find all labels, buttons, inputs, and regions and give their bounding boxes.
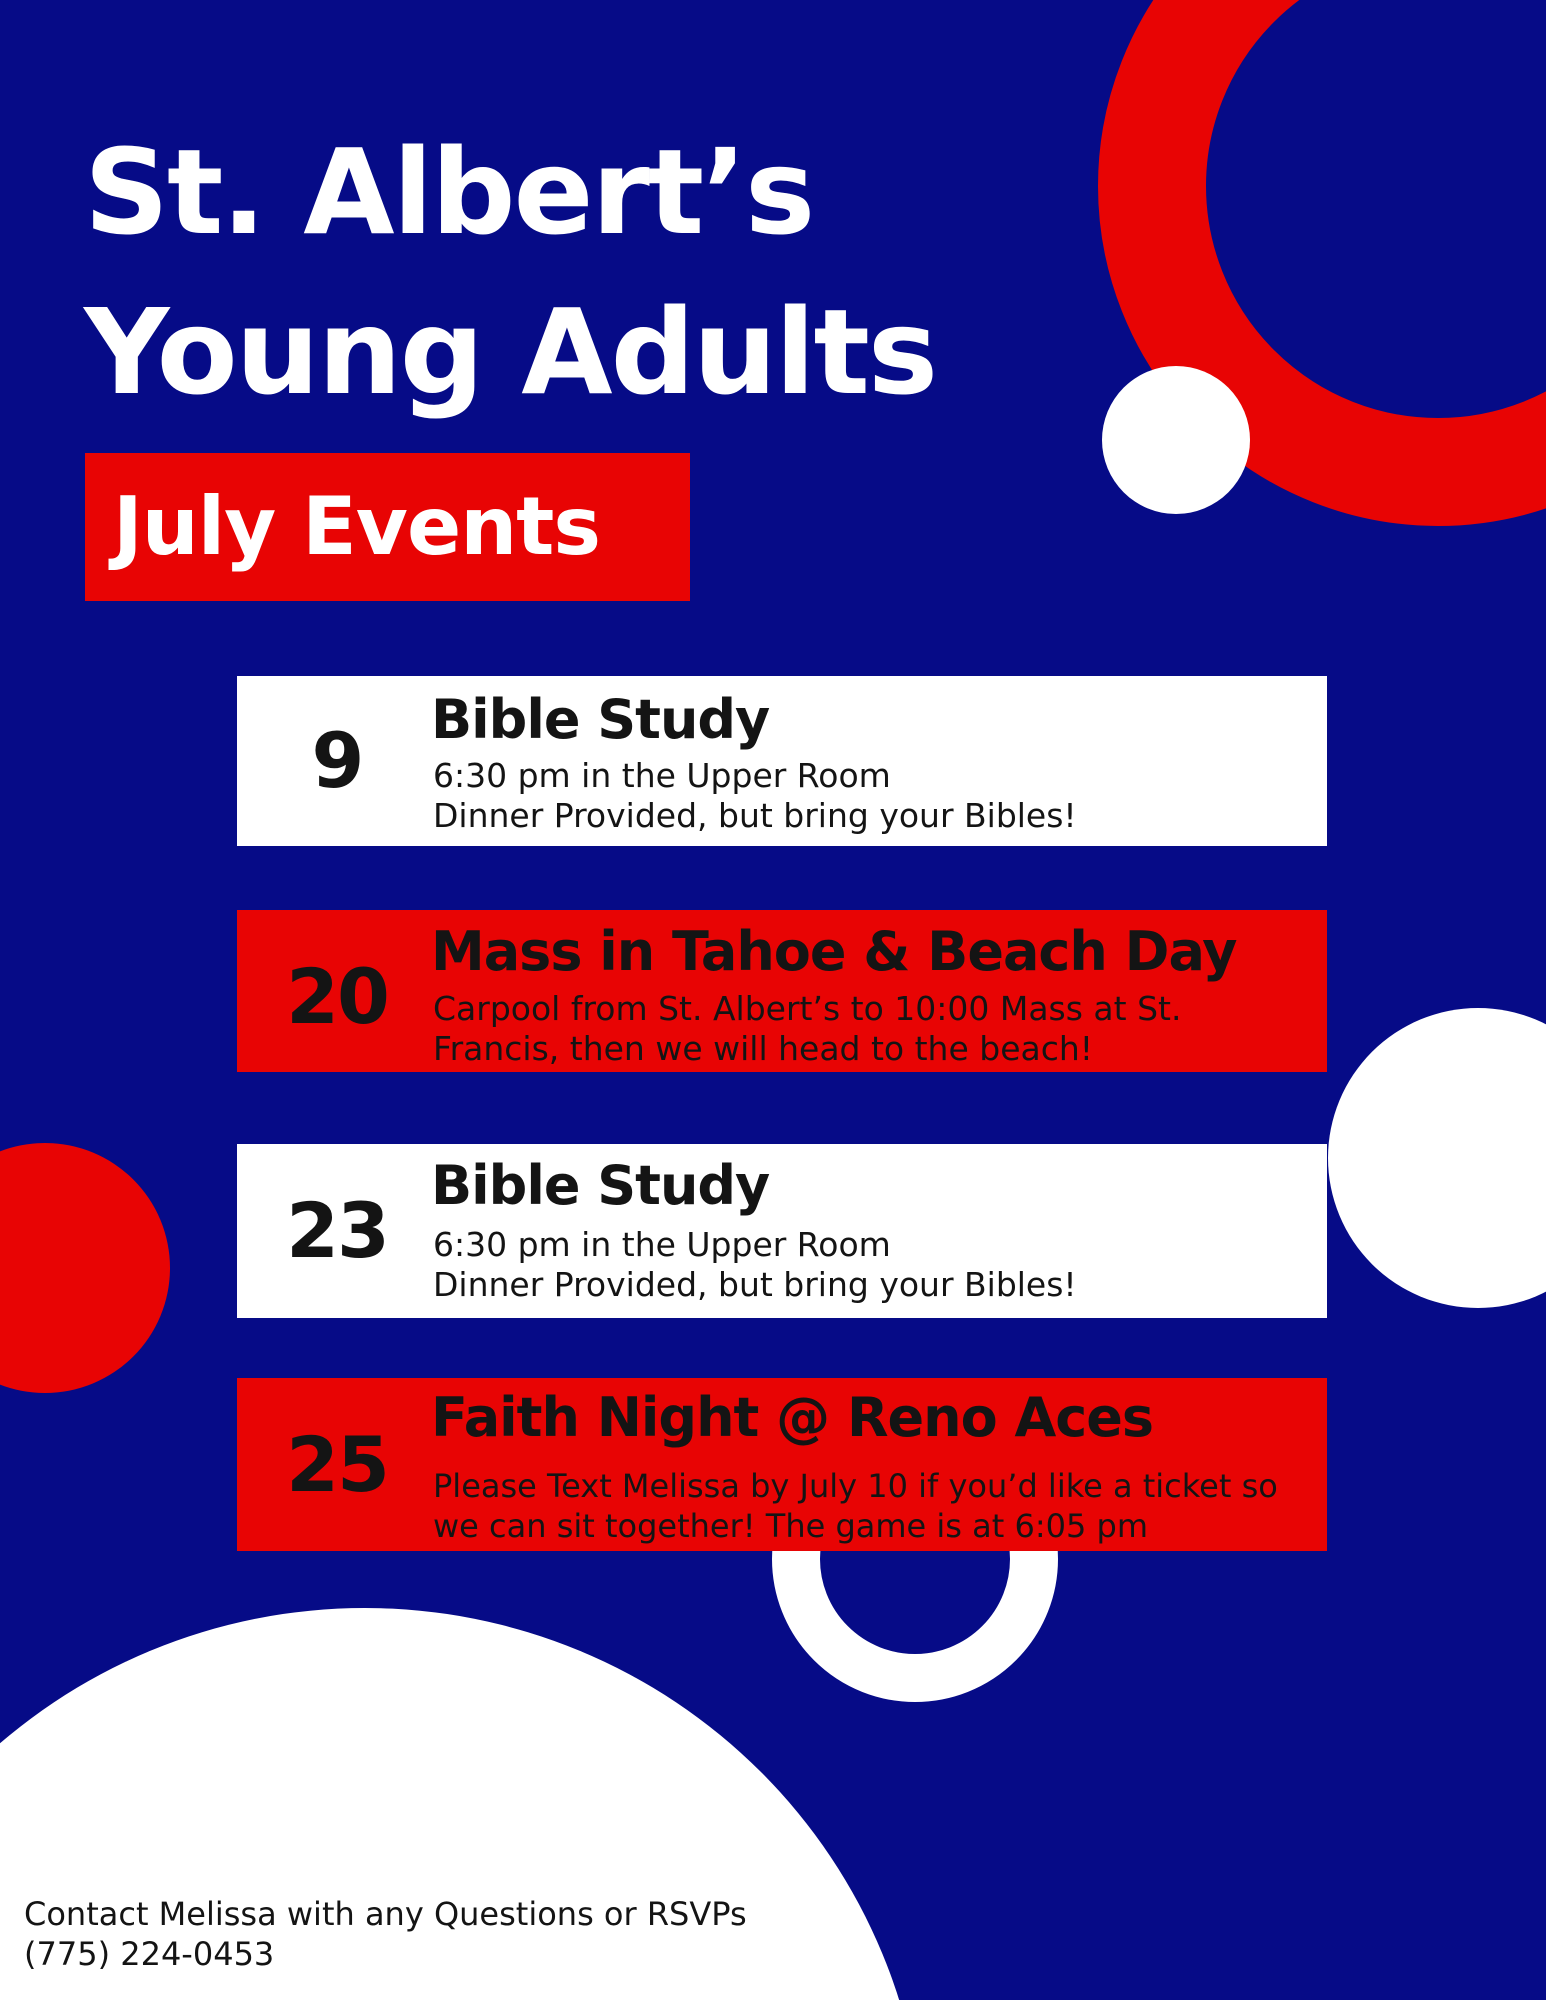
event-description: [433, 989, 1181, 1069]
event-description-line: Carpool from St. Albert’s to 10:00 Mass at St.: [433, 989, 1182, 1028]
event-card-faith-night-25: [237, 1378, 1327, 1551]
event-description: [433, 1466, 1278, 1546]
event-day: 25: [286, 1420, 388, 1509]
event-description-line: Dinner Provided, but bring your Bibles!: [433, 1265, 1077, 1304]
event-description-line: 6:30 pm in the Upper Room: [433, 756, 891, 795]
event-description: [433, 756, 1077, 836]
white-circle-decoration-right: [1328, 1008, 1546, 1308]
event-card-mass-tahoe-20: [237, 910, 1327, 1072]
event-description-line: Dinner Provided, but bring your Bibles!: [433, 796, 1077, 835]
page-title-line-2: Young Adults: [84, 283, 937, 421]
event-day: 9: [311, 716, 363, 805]
event-day: 20: [286, 952, 388, 1041]
event-card-bible-study-23: [237, 1144, 1327, 1318]
page-title-line-1: St. Albert’s: [84, 123, 814, 261]
event-title: Faith Night @ Reno Aces: [431, 1386, 1154, 1449]
event-title: Bible Study: [431, 688, 770, 751]
contact-line: Contact Melissa with any Questions or RSVPs: [24, 1895, 747, 1933]
month-banner: [85, 453, 690, 601]
event-description: [433, 1225, 1077, 1305]
event-title: Mass in Tahoe & Beach Day: [431, 920, 1237, 983]
contact-info: [24, 1894, 747, 1974]
contact-phone[interactable]: (775) 224-0453: [24, 1935, 275, 1973]
month-label: July Events: [113, 480, 601, 573]
event-description-line: 6:30 pm in the Upper Room: [433, 1225, 891, 1264]
event-description-line: Francis, then we will head to the beach!: [433, 1029, 1093, 1068]
event-card-bible-study-9: [237, 676, 1327, 846]
event-day: 23: [286, 1186, 388, 1275]
event-title: Bible Study: [431, 1154, 770, 1217]
event-description-line: we can sit together! The game is at 6:05 pm: [433, 1507, 1148, 1545]
white-circle-decoration-top: [1102, 366, 1250, 514]
red-circle-decoration-left: [0, 1143, 170, 1393]
event-description-line: Please Text Melissa by July 10 if you’d like a ticket so: [433, 1467, 1278, 1505]
